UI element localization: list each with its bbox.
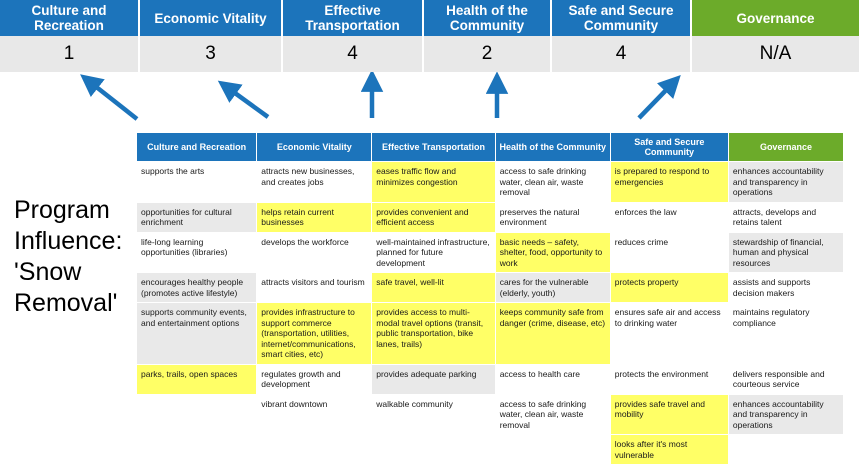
matrix-cell: parks, trails, open spaces — [137, 364, 257, 394]
influence-arrows — [0, 72, 859, 134]
matrix-cell: assists and supports decision makers — [728, 273, 843, 303]
matrix-cell: ensures safe air and access to drinking water — [610, 303, 728, 365]
matrix-cell: access to safe drinking water, clean air, waste removal — [495, 394, 610, 435]
matrix-cell: helps retain current businesses — [257, 202, 372, 232]
matrix-cell: opportunities for cultural enrichment — [137, 202, 257, 232]
table-row — [137, 232, 844, 273]
matrix-cell: cares for the vulnerable (elderly, youth) — [495, 273, 610, 303]
matrix-cell: eases traffic flow and minimizes congestion — [372, 162, 495, 203]
score-cell-3: 2 — [424, 36, 552, 72]
arrow-economic-vitality — [228, 88, 268, 117]
table-row — [137, 435, 844, 465]
matrix-header-0: Culture and Recreation — [137, 133, 257, 162]
matrix-cell: provides convenient and efficient access — [372, 202, 495, 232]
matrix-cell — [137, 394, 257, 435]
matrix-cell: reduces crime — [610, 232, 728, 273]
table-row — [137, 162, 844, 203]
matrix-cell: supports community events, and entertainment options — [137, 303, 257, 365]
score-cell-1: 3 — [140, 36, 283, 72]
matrix-cell: delivers responsible and courteous service — [728, 364, 843, 394]
matrix-header-3: Health of the Community — [495, 133, 610, 162]
matrix-cell: encourages healthy people (promotes active lifestyle) — [137, 273, 257, 303]
score-cell-4: 4 — [552, 36, 692, 72]
matrix-cell: keeps community safe from danger (crime, disease, etc) — [495, 303, 610, 365]
matrix-cell: regulates growth and development — [257, 364, 372, 394]
matrix-cell: vibrant downtown — [257, 394, 372, 435]
matrix-body — [137, 162, 844, 465]
table-row — [137, 394, 844, 435]
matrix-header-2: Effective Transportation — [372, 133, 495, 162]
matrix-cell — [137, 435, 257, 465]
matrix-cell: enhances accountability and transparency in operations — [728, 394, 843, 435]
table-row — [137, 202, 844, 232]
matrix-cell: preserves the natural environment — [495, 202, 610, 232]
matrix-cell: attracts visitors and tourism — [257, 273, 372, 303]
matrix-cell: provides infrastructure to support commerce (transportation, utilities, internet/communications, smart cities, etc) — [257, 303, 372, 365]
influence-matrix — [136, 132, 844, 465]
matrix-cell: looks after it's most vulnerable — [610, 435, 728, 465]
matrix-header-4: Safe and Secure Community — [610, 133, 728, 162]
matrix-cell: protects property — [610, 273, 728, 303]
page-title: Program Influence: 'Snow Removal' — [14, 196, 123, 317]
matrix-cell — [728, 435, 843, 465]
matrix-cell: well-maintained infrastructure, planned for future development — [372, 232, 495, 273]
matrix-cell: develops the workforce — [257, 232, 372, 273]
table-row — [137, 303, 844, 365]
header-cell-5: Governance — [692, 0, 859, 36]
matrix-header-5: Governance — [728, 133, 843, 162]
matrix-cell: walkable community — [372, 394, 495, 435]
matrix-cell: enforces the law — [610, 202, 728, 232]
matrix-cell: attracts, develops and retains talent — [728, 202, 843, 232]
matrix-cell: attracts new businesses, and creates jobs — [257, 162, 372, 203]
matrix-cell: supports the arts — [137, 162, 257, 203]
matrix-cell: maintains regulatory compliance — [728, 303, 843, 365]
table-row — [137, 273, 844, 303]
matrix-cell: access to health care — [495, 364, 610, 394]
score-cell-5: N/A — [692, 36, 859, 72]
matrix-cell — [372, 435, 495, 465]
matrix-cell: enhances accountability and transparency in operations — [728, 162, 843, 203]
matrix-cell: provides safe travel and mobility — [610, 394, 728, 435]
matrix-cell: life-long learning opportunities (libraries) — [137, 232, 257, 273]
matrix-cell: basic needs – safety, shelter, food, opportunity to work — [495, 232, 610, 273]
score-cell-2: 4 — [283, 36, 424, 72]
scorecard-header-band — [0, 0, 859, 36]
scorecard-score-band — [0, 36, 859, 72]
matrix-cell: access to safe drinking water, clean air, waste removal — [495, 162, 610, 203]
header-cell-2: Effective Transportation — [283, 0, 424, 36]
matrix-header-row — [137, 133, 844, 162]
table-row — [137, 364, 844, 394]
header-cell-3: Health of the Community — [424, 0, 552, 36]
score-cell-0: 1 — [0, 36, 140, 72]
arrow-culture-recreation — [90, 82, 137, 119]
matrix-cell — [495, 435, 610, 465]
matrix-cell: safe travel, well-lit — [372, 273, 495, 303]
matrix-cell: protects the environment — [610, 364, 728, 394]
matrix-header-1: Economic Vitality — [257, 133, 372, 162]
arrow-safe-secure-community — [639, 84, 672, 118]
matrix-cell — [257, 435, 372, 465]
header-cell-4: Safe and Secure Community — [552, 0, 692, 36]
matrix-cell: is prepared to respond to emergencies — [610, 162, 728, 203]
matrix-cell: provides adequate parking — [372, 364, 495, 394]
matrix-cell: stewardship of financial, human and physical resources — [728, 232, 843, 273]
header-cell-0: Culture and Recreation — [0, 0, 140, 36]
matrix-cell: provides access to multi-modal travel options (transit, public transportation, bike lanes, trails) — [372, 303, 495, 365]
header-cell-1: Economic Vitality — [140, 0, 283, 36]
